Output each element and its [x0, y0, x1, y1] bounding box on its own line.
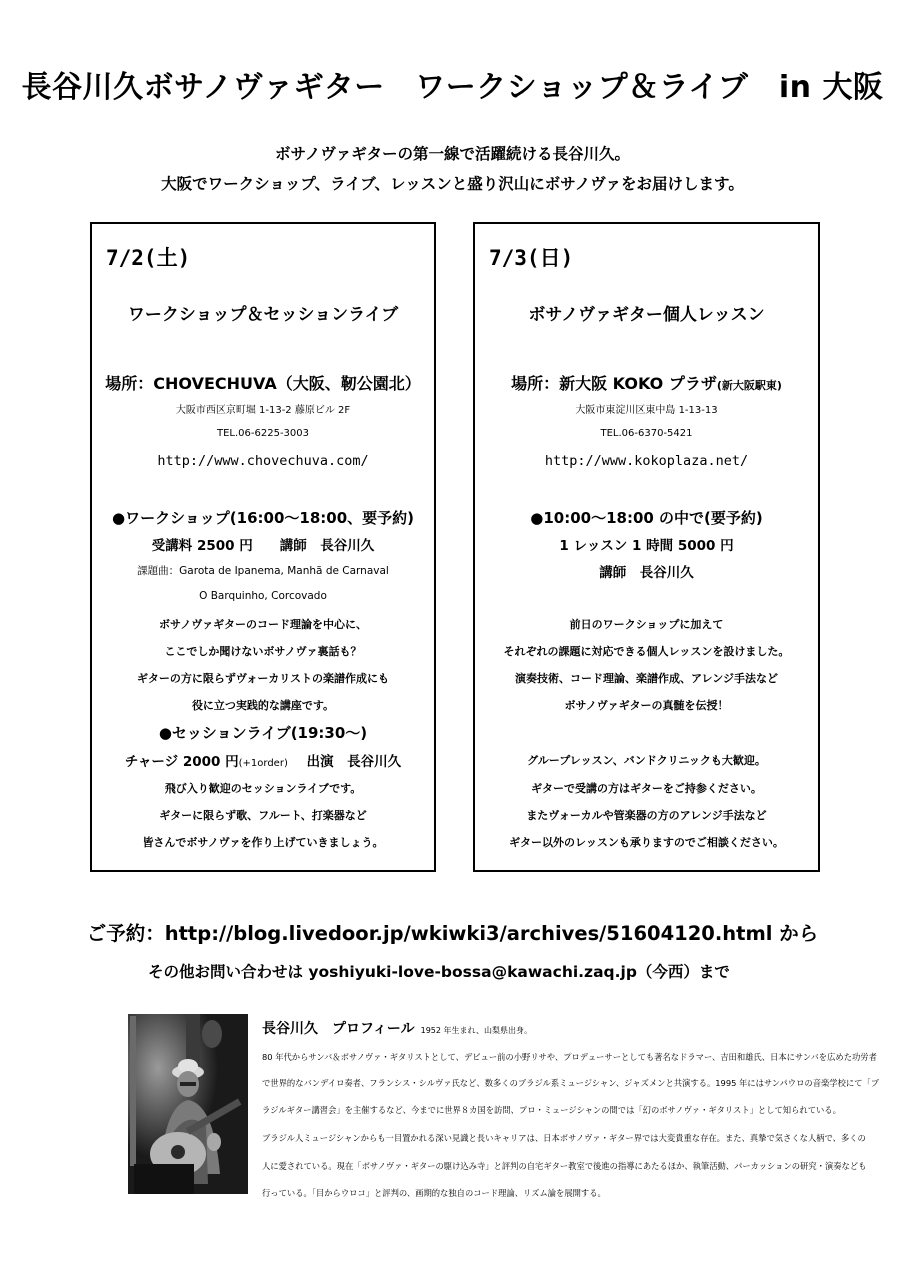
day1-songs-2: O Barquinho, Corcovado [199, 590, 327, 602]
day1-box [90, 222, 436, 872]
day1-place: 場所：CHOVECHUVA（大阪、靭公園北） [105, 374, 421, 393]
day1-live-1: 飛び入り歓迎のセッションライブです。 [164, 782, 362, 795]
day1-live-charge-line [92, 750, 434, 770]
day1-live-order: (+1order) [238, 758, 288, 769]
day2-note-4: ギター以外のレッスンも承りますのでご相談ください。 [509, 836, 784, 849]
day1-heading: ワークショップ＆セッションライブ [127, 305, 399, 325]
profile-line: ブラジル人ミュージシャンからも一目置かれる深い見識と長いキャリアは、日本ボサノヴァ・ギター界では大変貴重な存在。また、真摯で気さくな人柄で、多くの [262, 1133, 866, 1143]
day1-desc-3: ギターの方に限らずヴォーカリストの楽譜作成にも [136, 672, 389, 685]
day1-desc-1: ボサノヴァギターのコード理論を中心に、 [158, 618, 367, 631]
day2-note-1: グループレッスン、バンドクリニックも大歓迎。 [527, 754, 766, 767]
reservation-line[interactable]: ご予約：http://blog.livedoor.jp/wkiwki3/archives/51604120.html から [86, 922, 819, 945]
profile-heading [262, 1018, 532, 1038]
day1-workshop-fee: 受講料 2500 円 講師 長谷川久 [151, 538, 375, 554]
day2-url[interactable]: http://www.kokoplaza.net/ [544, 453, 749, 469]
day2-desc-4: ボサノヴァギターの真髄を伝授！ [564, 699, 729, 712]
profile-line: ラジルギター講習会」を主催するなど、今までに世界８カ国を訪問、プロ・ミュージシャンの間では「幻のボサノヴァ・ギタリスト」として知られている。 [262, 1105, 841, 1115]
day2-teacher: 講師 長谷川久 [599, 565, 694, 581]
day2-time: ●10:00～18:00 の中で(要予約) [530, 509, 763, 527]
day2-desc-2: それぞれの課題に対応できる個人レッスンを設けました。 [503, 645, 790, 658]
day1-live-2: ギターに限らず歌、フルート、打楽器など [159, 809, 367, 822]
day1-desc-2: ここでしか聞けないボサノヴァ裏話も？ [164, 645, 362, 658]
intro-line-1: ボサノヴァギターの第一線で活躍続ける長谷川久。 [274, 145, 631, 163]
day2-place-line [475, 371, 818, 394]
day1-live-charge: チャージ 2000 円 [124, 754, 239, 770]
profile-line: 行っている。「目からウロコ」と評判の、画期的な独自のコード理論、リズム論を展開する。 [262, 1188, 606, 1198]
day2-date: 7/3(日) [489, 246, 574, 270]
profile-line: で世界的なバンデイロ奏者、フランシス・シルヴァ氏など、数多くのブラジル系ミュージシャン、ジャズメンと共演する。1995 年にはサンパウロの音楽学校にて「ブ [262, 1078, 880, 1088]
day2-place-note: (新大阪駅東) [716, 379, 782, 392]
day2-address: 大阪市東淀川区東中島 1-13-13 [575, 405, 718, 416]
day2-heading: ボサノヴァギター個人レッスン [528, 305, 765, 325]
day1-workshop-heading: ●ワークショップ(16:00～18:00、要予約) [112, 509, 414, 527]
day1-songs-1: 課題曲：Garota de Ipanema, Manhã de Carnaval [137, 565, 389, 577]
day2-note-2: ギターで受講の方はギターをご持参ください。 [531, 782, 762, 795]
inquiry-line[interactable]: その他お問い合わせは yoshiyuki-love-bossa@kawachi.zaq.jp（今西）まで [148, 963, 730, 981]
profile-line: 人に愛されている。現在「ボサノヴァ・ギターの駆け込み寺」と評判の自宅ギター教室で後進の指導にあたるほか、執筆活動、パーカッションの研究・演奏なども [262, 1161, 867, 1171]
profile-line: 80 年代からサンバ＆ボサノヴァ・ギタリストとして、デビュー前の小野リサや、プロデューサーとしても著名なドラマー、吉田和雄氏、日本にサンバを広めた功労者 [262, 1052, 877, 1062]
day2-tel: TEL.06-6370-5421 [600, 428, 693, 439]
day1-live-performer: 出演 長谷川久 [306, 754, 402, 770]
intro-line-2: 大阪でワークショップ、ライブ、レッスンと盛り沢山にボサノヴァをお届けします。 [161, 175, 744, 193]
day2-place: 場所：新大阪 KOKO プラザ [511, 374, 717, 393]
day2-desc-1: 前日のワークショップに加えて [569, 618, 724, 631]
profile-photo [128, 1014, 248, 1194]
day1-date: 7/2(土) [106, 246, 191, 270]
day2-note-3: またヴォーカルや管楽器の方のアレンジ手法など [526, 809, 767, 822]
page-title: 長谷川久ボサノヴァギター ワークショップ＆ライブ in 大阪 [21, 70, 884, 105]
day1-tel: TEL.06-6225-3003 [216, 428, 310, 439]
day2-fee: 1 レッスン 1 時間 5000 円 [559, 538, 734, 554]
day1-live-3: 皆さんでボサノヴァを作り上げていきましょう。 [142, 836, 384, 849]
day2-box [473, 222, 820, 872]
day1-live-heading: ●セッションライブ(19:30～) [158, 724, 368, 742]
day1-address: 大阪市西区京町堀 1-13-2 藤原ビル 2F [175, 405, 351, 416]
day2-desc-3: 演奏技術、コード理論、楽譜作成、アレンジ手法など [514, 672, 778, 685]
profile-birth: 1952 年生まれ、山梨県出身。 [420, 1026, 532, 1035]
profile-name: 長谷川久 プロフィール [262, 1021, 415, 1037]
day1-desc-4: 役に立つ実践的な講座です。 [191, 699, 335, 712]
day1-url[interactable]: http://www.chovechuva.com/ [157, 453, 369, 469]
